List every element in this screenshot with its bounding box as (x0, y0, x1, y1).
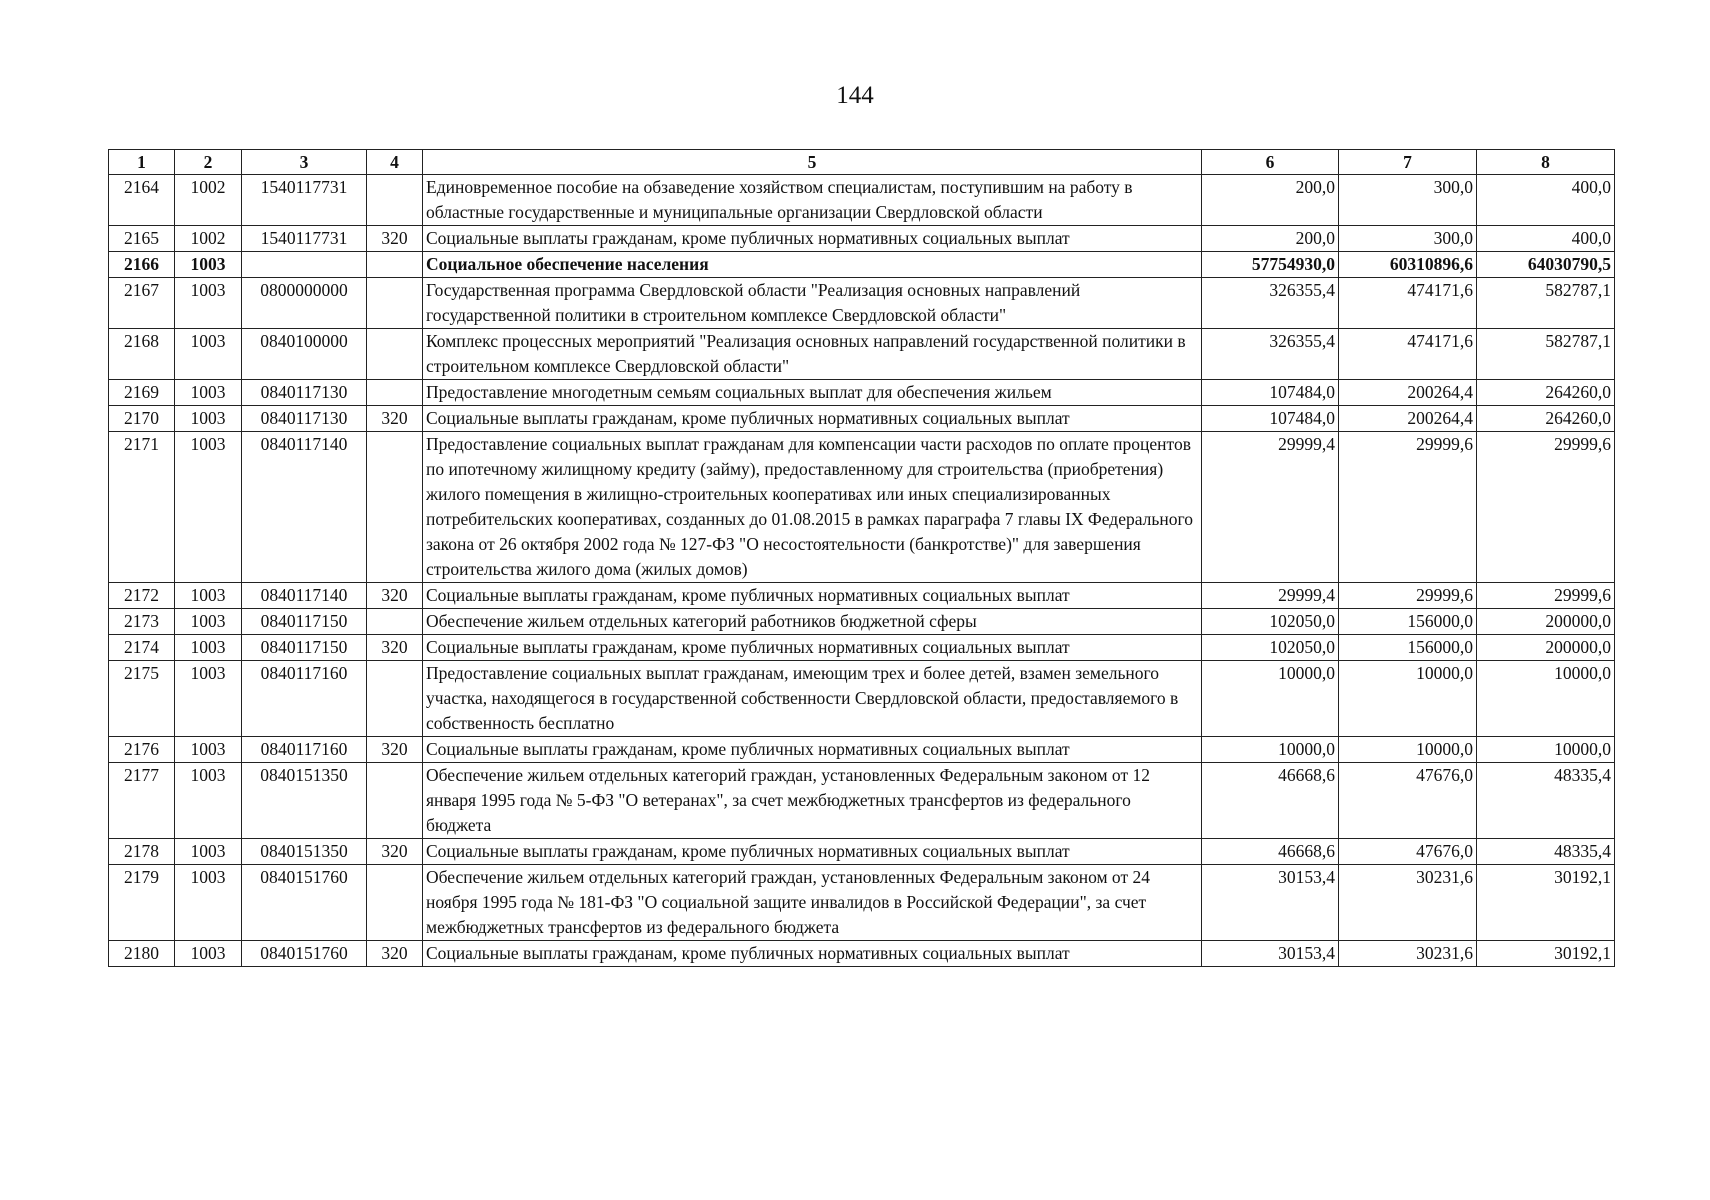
section-code: 1003 (175, 329, 242, 380)
expense-type-code: 320 (367, 941, 423, 967)
target-article-code: 0840117130 (242, 380, 367, 406)
row-number: 2172 (109, 583, 175, 609)
section-code: 1003 (175, 839, 242, 865)
amount-col-6: 46668,6 (1202, 763, 1339, 839)
table-row (109, 226, 1615, 252)
header-cell: 4 (367, 150, 423, 175)
target-article-code: 0840151760 (242, 941, 367, 967)
amount-col-8: 48335,4 (1477, 763, 1615, 839)
expense-type-code: 320 (367, 406, 423, 432)
amount-col-8: 582787,1 (1477, 329, 1615, 380)
expense-type-code (367, 661, 423, 737)
page-number: 144 (836, 82, 874, 109)
target-article-code: 0840117130 (242, 406, 367, 432)
header-cell: 3 (242, 150, 367, 175)
amount-col-7: 47676,0 (1339, 763, 1477, 839)
amount-col-6: 10000,0 (1202, 737, 1339, 763)
table-row (109, 175, 1615, 226)
row-number: 2176 (109, 737, 175, 763)
amount-col-8: 264260,0 (1477, 380, 1615, 406)
amount-col-7: 300,0 (1339, 175, 1477, 226)
amount-col-7: 156000,0 (1339, 609, 1477, 635)
target-article-code: 0840117160 (242, 661, 367, 737)
item-name: Социальные выплаты гражданам, кроме публичных нормативных социальных выплат (423, 737, 1202, 763)
target-article-code: 0800000000 (242, 278, 367, 329)
table-row (109, 737, 1615, 763)
amount-col-8: 29999,6 (1477, 583, 1615, 609)
amount-col-7: 29999,6 (1339, 432, 1477, 583)
section-code: 1003 (175, 380, 242, 406)
item-name: Предоставление социальных выплат гражданам, имеющим трех и более детей, взамен земельного участка, находящегося в государственной собственности Свердловской области, предоставляемого в собственность бесплатно (423, 661, 1202, 737)
table-body (109, 175, 1615, 967)
item-name: Комплекс процессных мероприятий "Реализация основных направлений государственной политики в строительном комплексе Свердловской области" (423, 329, 1202, 380)
header-cell: 2 (175, 150, 242, 175)
amount-col-8: 48335,4 (1477, 839, 1615, 865)
item-name: Социальные выплаты гражданам, кроме публичных нормативных социальных выплат (423, 839, 1202, 865)
expense-type-code: 320 (367, 737, 423, 763)
item-name: Социальные выплаты гражданам, кроме публичных нормативных социальных выплат (423, 226, 1202, 252)
amount-col-6: 29999,4 (1202, 583, 1339, 609)
amount-col-7: 10000,0 (1339, 737, 1477, 763)
row-number: 2175 (109, 661, 175, 737)
row-number: 2174 (109, 635, 175, 661)
table-row (109, 661, 1615, 737)
expense-type-code (367, 432, 423, 583)
section-code: 1002 (175, 226, 242, 252)
item-name: Социальные выплаты гражданам, кроме публичных нормативных социальных выплат (423, 635, 1202, 661)
expense-type-code (367, 865, 423, 941)
target-article-code: 0840151350 (242, 763, 367, 839)
target-article-code: 0840117150 (242, 609, 367, 635)
item-name: Единовременное пособие на обзаведение хозяйством специалистам, поступившим на работу в областные государственные и муниципальные организации Свердловской области (423, 175, 1202, 226)
amount-col-7: 200264,4 (1339, 406, 1477, 432)
expense-type-code (367, 278, 423, 329)
row-number: 2167 (109, 278, 175, 329)
table-row (109, 865, 1615, 941)
table-row (109, 839, 1615, 865)
section-code: 1003 (175, 763, 242, 839)
row-number: 2171 (109, 432, 175, 583)
table-row (109, 583, 1615, 609)
item-name: Социальные выплаты гражданам, кроме публичных нормативных социальных выплат (423, 941, 1202, 967)
target-article-code: 0840151760 (242, 865, 367, 941)
amount-col-8: 400,0 (1477, 175, 1615, 226)
amount-col-7: 30231,6 (1339, 865, 1477, 941)
table-row (109, 635, 1615, 661)
item-name: Предоставление многодетным семьям социальных выплат для обеспечения жильем (423, 380, 1202, 406)
amount-col-8: 30192,1 (1477, 941, 1615, 967)
section-code: 1003 (175, 252, 242, 278)
item-name: Социальные выплаты гражданам, кроме публичных нормативных социальных выплат (423, 583, 1202, 609)
section-code: 1003 (175, 609, 242, 635)
amount-col-6: 102050,0 (1202, 609, 1339, 635)
row-number: 2164 (109, 175, 175, 226)
section-code: 1003 (175, 737, 242, 763)
table-row (109, 763, 1615, 839)
expense-type-code (367, 175, 423, 226)
expense-type-code (367, 763, 423, 839)
row-number: 2169 (109, 380, 175, 406)
target-article-code: 0840117160 (242, 737, 367, 763)
amount-col-6: 107484,0 (1202, 380, 1339, 406)
amount-col-7: 300,0 (1339, 226, 1477, 252)
row-number: 2165 (109, 226, 175, 252)
amount-col-6: 200,0 (1202, 226, 1339, 252)
header-cell: 6 (1202, 150, 1339, 175)
amount-col-8: 200000,0 (1477, 635, 1615, 661)
target-article-code: 0840117140 (242, 583, 367, 609)
item-name: Государственная программа Свердловской области "Реализация основных направлений государственной политики в строительном комплексе Свердловской области" (423, 278, 1202, 329)
amount-col-7: 60310896,6 (1339, 252, 1477, 278)
row-number: 2180 (109, 941, 175, 967)
table-row (109, 609, 1615, 635)
expense-type-code (367, 609, 423, 635)
section-code: 1003 (175, 278, 242, 329)
target-article-code: 0840117150 (242, 635, 367, 661)
section-code: 1003 (175, 865, 242, 941)
amount-col-8: 582787,1 (1477, 278, 1615, 329)
amount-col-8: 264260,0 (1477, 406, 1615, 432)
target-article-code: 0840100000 (242, 329, 367, 380)
row-number: 2178 (109, 839, 175, 865)
header-cell: 5 (423, 150, 1202, 175)
target-article-code: 0840117140 (242, 432, 367, 583)
section-code: 1003 (175, 635, 242, 661)
item-name: Обеспечение жильем отдельных категорий граждан, установленных Федеральным законом от 24 ноября 1995 года № 181-ФЗ "О социальной защите инвалидов в Российской Федерации", за счет межбюджетных трансфертов из федерального бюджета (423, 865, 1202, 941)
amount-col-6: 102050,0 (1202, 635, 1339, 661)
section-code: 1003 (175, 432, 242, 583)
amount-col-6: 29999,4 (1202, 432, 1339, 583)
expense-type-code (367, 252, 423, 278)
target-article-code: 0840151350 (242, 839, 367, 865)
target-article-code: 1540117731 (242, 226, 367, 252)
row-number: 2179 (109, 865, 175, 941)
section-code: 1002 (175, 175, 242, 226)
amount-col-8: 400,0 (1477, 226, 1615, 252)
table-row (109, 380, 1615, 406)
amount-col-6: 10000,0 (1202, 661, 1339, 737)
expense-type-code: 320 (367, 839, 423, 865)
amount-col-8: 64030790,5 (1477, 252, 1615, 278)
amount-col-8: 30192,1 (1477, 865, 1615, 941)
amount-col-7: 10000,0 (1339, 661, 1477, 737)
budget-table (108, 149, 1615, 967)
amount-col-8: 10000,0 (1477, 661, 1615, 737)
amount-col-6: 200,0 (1202, 175, 1339, 226)
table-row (109, 278, 1615, 329)
header-cell: 8 (1477, 150, 1615, 175)
row-number: 2170 (109, 406, 175, 432)
amount-col-7: 29999,6 (1339, 583, 1477, 609)
item-name: Обеспечение жильем отдельных категорий работников бюджетной сферы (423, 609, 1202, 635)
expense-type-code (367, 380, 423, 406)
table-row (109, 432, 1615, 583)
expense-type-code (367, 329, 423, 380)
amount-col-6: 30153,4 (1202, 941, 1339, 967)
row-number: 2166 (109, 252, 175, 278)
item-name: Обеспечение жильем отдельных категорий граждан, установленных Федеральным законом от 12 января 1995 года № 5-ФЗ "О ветеранах", за счет межбюджетных трансфертов из федерального бюджета (423, 763, 1202, 839)
amount-col-7: 30231,6 (1339, 941, 1477, 967)
expense-type-code: 320 (367, 583, 423, 609)
table-row (109, 941, 1615, 967)
section-code: 1003 (175, 661, 242, 737)
row-number: 2168 (109, 329, 175, 380)
row-number: 2177 (109, 763, 175, 839)
amount-col-7: 474171,6 (1339, 329, 1477, 380)
amount-col-6: 326355,4 (1202, 329, 1339, 380)
section-code: 1003 (175, 583, 242, 609)
expense-type-code: 320 (367, 226, 423, 252)
header-cell: 1 (109, 150, 175, 175)
item-name: Предоставление социальных выплат гражданам для компенсации части расходов по оплате процентов по ипотечному жилищному кредиту (займу), предоставленному для строительства (приобретения) жилого помещения в жилищно-строительных кооперативах или иных специализированных потребительских кооперативах, созданных до 01.08.2015 в рамках параграфа 7 главы IX Федерального закона от 26 октября 2002 года № 127-ФЗ "О несостоятельности (банкротстве)" для завершения строительства жилого дома (жилых домов) (423, 432, 1202, 583)
section-code: 1003 (175, 406, 242, 432)
amount-col-7: 474171,6 (1339, 278, 1477, 329)
amount-col-8: 10000,0 (1477, 737, 1615, 763)
amount-col-7: 47676,0 (1339, 839, 1477, 865)
section-code: 1003 (175, 941, 242, 967)
item-name: Социальные выплаты гражданам, кроме публичных нормативных социальных выплат (423, 406, 1202, 432)
header-row (109, 150, 1615, 175)
item-name: Социальное обеспечение населения (423, 252, 1202, 278)
row-number: 2173 (109, 609, 175, 635)
amount-col-7: 156000,0 (1339, 635, 1477, 661)
expense-type-code: 320 (367, 635, 423, 661)
table-row (109, 406, 1615, 432)
target-article-code: 1540117731 (242, 175, 367, 226)
amount-col-8: 29999,6 (1477, 432, 1615, 583)
amount-col-6: 326355,4 (1202, 278, 1339, 329)
amount-col-6: 107484,0 (1202, 406, 1339, 432)
amount-col-6: 30153,4 (1202, 865, 1339, 941)
table-row (109, 252, 1615, 278)
amount-col-7: 200264,4 (1339, 380, 1477, 406)
target-article-code (242, 252, 367, 278)
amount-col-6: 57754930,0 (1202, 252, 1339, 278)
header-cell: 7 (1339, 150, 1477, 175)
table-row (109, 329, 1615, 380)
amount-col-6: 46668,6 (1202, 839, 1339, 865)
amount-col-8: 200000,0 (1477, 609, 1615, 635)
